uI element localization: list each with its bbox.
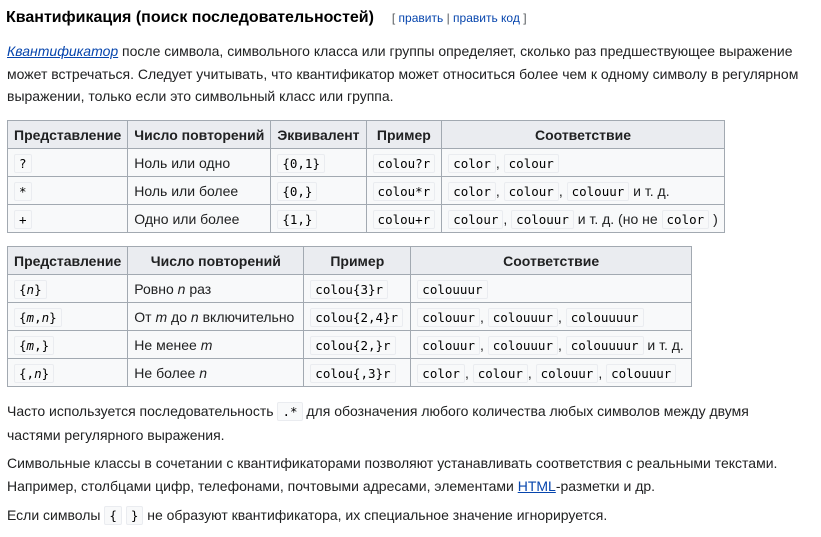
repr-cell xyxy=(8,331,128,359)
column-header: Представление xyxy=(8,121,128,149)
repr-cell xyxy=(8,205,128,233)
para-text: Если символы xyxy=(7,507,105,523)
match-code: colouuur xyxy=(488,308,558,327)
repr-cell xyxy=(8,177,128,205)
table-row xyxy=(8,359,692,387)
table-row xyxy=(8,303,692,331)
open-brace-code: { xyxy=(104,506,122,525)
column-header: Соответствие xyxy=(442,121,725,149)
column-header: Число повторений xyxy=(128,121,271,149)
count-cell: Не менее m xyxy=(128,331,304,359)
example-code: colou{2,4}r xyxy=(310,308,403,327)
repr-code: {n} xyxy=(14,280,47,299)
example-code: colou+r xyxy=(373,210,436,229)
para-text: -разметки и др. xyxy=(555,477,656,494)
column-header: Представление xyxy=(8,247,128,275)
count-variable: m xyxy=(155,308,168,325)
count-cell: Не более n xyxy=(128,359,304,387)
example-code: colou{3}r xyxy=(310,280,388,299)
equiv-code: {0,} xyxy=(277,182,317,201)
match-code: colouuur xyxy=(417,280,487,299)
matches-cell: colour , colouur и т. д. (но не color ) xyxy=(442,205,725,233)
equiv-cell xyxy=(271,149,366,177)
match-code: colouuur xyxy=(488,336,558,355)
match-code: color xyxy=(417,364,465,383)
matches-cell: color , colour xyxy=(442,149,725,177)
count-variable: m xyxy=(200,336,213,353)
repr-variable: m xyxy=(26,337,35,353)
count-cell: Ровно n раз xyxy=(128,275,304,303)
match-code: color xyxy=(448,154,496,173)
example-cell xyxy=(366,177,442,205)
count-cell: Ноль или более xyxy=(128,177,271,205)
example-code: colou{,3}r xyxy=(310,364,395,383)
repr-cell xyxy=(8,149,128,177)
count-variable: n xyxy=(177,280,186,297)
equiv-code: {0,1} xyxy=(277,154,325,173)
example-cell xyxy=(366,205,442,233)
match-note: и т. д. xyxy=(647,336,684,353)
edit-link[interactable]: править xyxy=(398,11,444,25)
repr-cell xyxy=(8,359,128,387)
edit-links xyxy=(392,11,527,25)
table-row xyxy=(8,149,725,177)
match-code: colour xyxy=(473,364,528,383)
match-code: color xyxy=(662,210,710,229)
repr-variable: n xyxy=(34,365,42,381)
match-note: ) xyxy=(713,210,718,227)
repr-cell xyxy=(8,303,128,331)
match-code: colour xyxy=(448,210,503,229)
example-cell xyxy=(304,359,411,387)
example-code: colou?r xyxy=(373,154,436,173)
html-link[interactable]: HTML xyxy=(517,477,556,494)
column-header: Число повторений xyxy=(128,247,304,275)
table-row xyxy=(8,205,725,233)
matches-cell: color , colour , colouur , colouuur xyxy=(411,359,692,387)
table-header-row xyxy=(8,247,692,275)
match-code: colouuur xyxy=(606,364,676,383)
count-cell: Одно или более xyxy=(128,205,271,233)
match-note: и т. д. (но не xyxy=(577,210,658,227)
matches-cell: colouur , colouuur , colouuuur и т. д. xyxy=(411,331,692,359)
equiv-cell xyxy=(271,205,366,233)
quantifier-table xyxy=(7,120,725,233)
column-header: Эквивалент xyxy=(271,121,366,149)
bracket-close: ] xyxy=(523,11,527,25)
example-cell xyxy=(304,303,411,331)
example-code: colou*r xyxy=(373,182,436,201)
braces-paragraph xyxy=(7,504,817,528)
para-text: Символьные классы в сочетании с квантификаторами позволяют устанавливать соответствия с реальными текстами. Например, столбцами цифр, телефонами, почтовыми адресами, элементами xyxy=(7,455,778,494)
repr-variable: n xyxy=(41,309,50,325)
match-code: colour xyxy=(504,154,559,173)
section-heading xyxy=(6,9,527,27)
dot-star-paragraph xyxy=(7,400,797,446)
matches-cell: color , colour , colouur и т. д. xyxy=(442,177,725,205)
match-code: colouur xyxy=(511,210,574,229)
bracket-open: [ xyxy=(391,11,396,25)
table-header-row xyxy=(8,121,725,149)
repr-code: * xyxy=(14,182,32,201)
column-header: Пример xyxy=(366,121,442,149)
match-code: colouur xyxy=(567,182,630,201)
repr-code: ? xyxy=(14,154,32,173)
equiv-cell xyxy=(271,177,366,205)
intro-paragraph xyxy=(7,40,817,108)
match-code: colouur xyxy=(536,364,599,383)
repr-code: {,n} xyxy=(14,364,54,383)
intro-text: после символа, символьного класса или группы определяет, сколько раз предшествующее выражение может встречаться. Следует учитывать, что квантификатор может относиться более чем к одному символу в регулярном выражении, только если это символьный класс или группа. xyxy=(7,43,799,104)
para-text: Часто используется последовательность xyxy=(7,403,278,419)
edit-separator: | xyxy=(446,11,450,25)
column-header: Соответствие xyxy=(411,247,692,275)
example-code: colou{2,}r xyxy=(310,336,395,355)
para-text: не образуют квантификатора, их специальное значение игнорируется. xyxy=(143,507,608,523)
table-row xyxy=(8,331,692,359)
quantifier-link[interactable]: Квантификатор xyxy=(7,43,119,59)
count-cell: От m до n включительно xyxy=(128,303,304,331)
matches-cell xyxy=(411,275,692,303)
match-code: colouuuur xyxy=(566,336,644,355)
example-cell xyxy=(304,331,411,359)
repr-cell xyxy=(8,275,128,303)
match-code: color xyxy=(448,182,496,201)
repr-code: + xyxy=(14,210,32,229)
edit-code-link[interactable]: править код xyxy=(453,11,520,25)
match-code: colour xyxy=(504,182,559,201)
match-note: и т. д. xyxy=(633,182,670,199)
matches-cell: colouur , colouuur , colouuuur xyxy=(411,303,692,331)
match-code: colouur xyxy=(417,336,480,355)
table-row xyxy=(8,275,692,303)
close-brace-code: } xyxy=(126,506,144,525)
repr-code: {m,n} xyxy=(14,308,62,327)
count-cell: Ноль или одно xyxy=(128,149,271,177)
match-code: colouuuur xyxy=(566,308,644,327)
example-cell xyxy=(366,149,442,177)
repr-variable: m xyxy=(26,309,35,325)
repr-code: {m,} xyxy=(14,336,54,355)
dot-star-code: .* xyxy=(277,402,302,421)
count-variable: n xyxy=(199,364,208,381)
example-cell xyxy=(304,275,411,303)
char-class-paragraph xyxy=(7,452,817,497)
match-code: colouur xyxy=(417,308,480,327)
equiv-code: {1,} xyxy=(277,210,317,229)
section-title: Квантификация (поиск последовательностей) xyxy=(6,9,374,26)
para-text: для обозначения любого количества любых символов между двумя частями регулярного выражения. xyxy=(7,403,749,443)
table-row xyxy=(8,177,725,205)
count-variable: n xyxy=(190,308,199,325)
repr-variable: n xyxy=(26,281,35,297)
bounded-quantifier-table xyxy=(7,246,692,387)
column-header: Пример xyxy=(304,247,411,275)
